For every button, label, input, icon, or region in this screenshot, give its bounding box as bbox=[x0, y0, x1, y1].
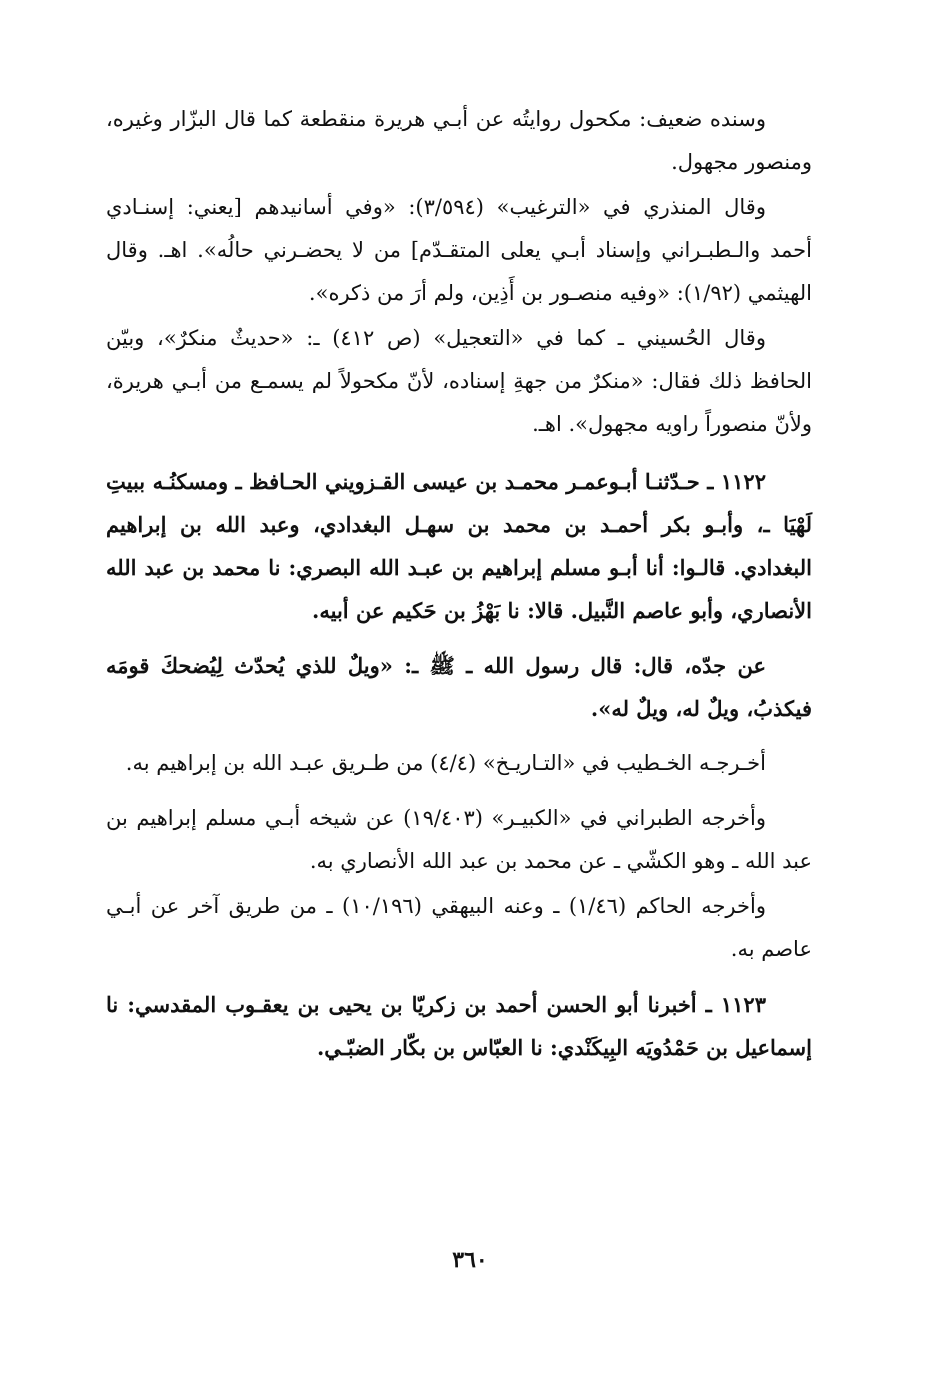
page-number: ٣٦٠ bbox=[452, 1247, 488, 1273]
hadith-isnad-1122: ١١٢٢ ـ حـدّثنـا أبـوعمـر محمـد بن عيسى القـزويني الحـافظ ـ ومسكنُـه ببيتِ لَهْيَا ـ، وأبـو بكر أحمـد بن محمد بن سهـل البغدادي، وعبد الله بن إبراهيم البغدادي. قالـوا: أنا أبـو مسلم إبراهيم بن عبـد الله البصري: نا محمد بن عبد الله الأنصاري، وأبو عاصم النَّبيل. قالا: نا بَهْزُ بن حَكيم عن أبيه. bbox=[106, 469, 812, 623]
takhrij-paragraph: وأخرجه الطبراني في «الكبيـر» (١٩/٤٠٣) عن شيخه أبـي مسلم إبراهيم بن عبد الله ـ وهو الكشّي ـ عن محمد بن عبد الله الأنصاري به. bbox=[106, 806, 812, 873]
commentary-paragraph: وسنده ضعيف: مكحول روايتُه عن أبـي هريرة منقطعة كما قال البزّار وغيره، ومنصور مجهول. bbox=[106, 107, 812, 174]
hadith-matn: عن جدّه، قال: قال رسول الله ـ ﷺ ـ: «ويلٌ للذي يُحدّث لِيُضحكَ قومَه فيكذبُ، ويلٌ له، ويلٌ له». bbox=[106, 653, 812, 721]
commentary-paragraph: وقال الحُسيني ـ كما في «التعجيل» (ص ٤١٢) ـ: «حديثٌ منكرٌ»، وبيّن الحافظ ذلك فقال: «منكرٌ من جهةِ إسناده، لأنّ مكحولاً لم يسمـع من أبـي هريرة، ولأنّ منصوراً راويه مجهول». اهـ. bbox=[106, 326, 812, 436]
commentary-paragraph: وقال المنذري في «الترغيب» (٣/٥٩٤): «وفي أسانيدهم [يعني: إسنـادي أحمد والـطبـراني وإسناد أبـي يعلى المتقـدّم] من لا يحضـرني حالُه». اهـ. وقال الهيثمي (١/٩٢): «وفيه منصـور بن أَذِين، ولم أرَ من ذكره». bbox=[106, 195, 812, 305]
takhrij-paragraph: أخـرجـه الخـطيب في «التـاريـخ» (٤/٤) من طـريق عبـد الله بن إبراهيم به. bbox=[125, 751, 766, 775]
takhrij-paragraph: وأخرجه الحاكم (١/٤٦) ـ وعنه البيهقي (١٠/١٩٦) ـ من طريق آخر عن أبـي عاصم به. bbox=[106, 894, 812, 961]
hadith-isnad-1123: ١١٢٣ ـ أخبرنا أبو الحسن أحمد بن زكريّا بن يحيى بن يعقـوب المقدسي: نا إسماعيل بن حَمْدُويَه البِيكَنْدي: نا العبّاس بن بكّار الضبّـي. bbox=[106, 992, 812, 1060]
